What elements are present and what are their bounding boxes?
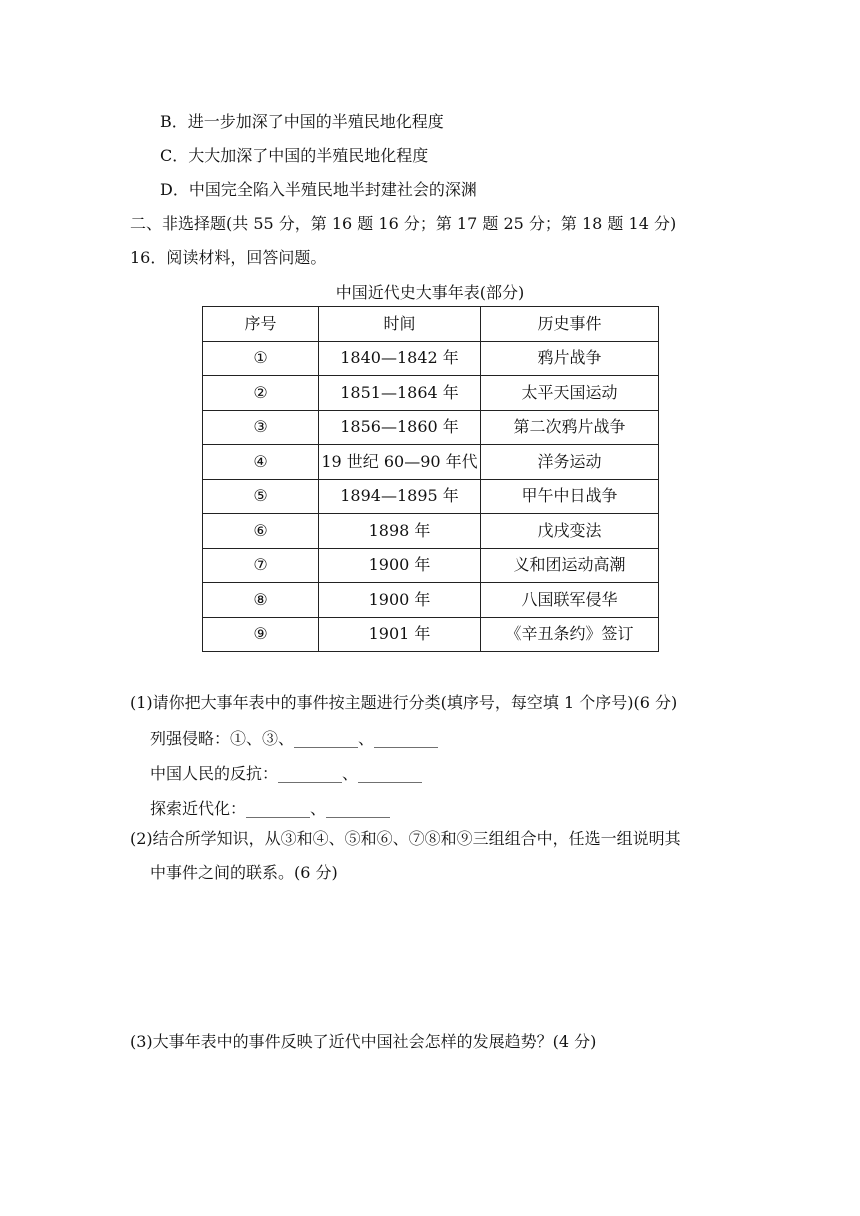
- cell-index: ④: [203, 445, 319, 480]
- cell-index: ⑤: [203, 479, 319, 514]
- cell-event: 太平天国运动: [481, 376, 659, 411]
- header-event: 历史事件: [481, 307, 659, 342]
- question-16-stem: 16．阅读材料，回答问题。: [130, 248, 327, 267]
- header-index: 序号: [203, 307, 319, 342]
- cell-event: 鸦片战争: [481, 341, 659, 376]
- answer-line-resistance: 中国人民的反抗：________、________: [150, 764, 423, 783]
- table-row: [203, 514, 659, 549]
- cell-index: ⑧: [203, 583, 319, 618]
- answer-line-invasion: 列强侵略：①、③、________、________: [150, 729, 439, 748]
- cell-index: ③: [203, 410, 319, 445]
- cell-event: 八国联军侵华: [481, 583, 659, 618]
- sub-question-2-line-1: (2)结合所学知识，从③和④、⑤和⑥、⑦⑧和⑨三组组合中，任选一组说明其: [130, 829, 681, 848]
- sub-question-1-prompt: (1)请你把大事年表中的事件按主题进行分类(填序号，每空填 1 个序号)(6 分): [130, 693, 678, 712]
- cell-event: 《辛丑条约》签订: [481, 617, 659, 652]
- section-header: 二、非选择题(共 55 分，第 16 题 16 分；第 17 题 25 分；第 18 题 14 分): [130, 214, 677, 233]
- cell-event: 第二次鸦片战争: [481, 410, 659, 445]
- cell-event: 洋务运动: [481, 445, 659, 480]
- table-row: [203, 617, 659, 652]
- cell-time: 1851—1864 年: [319, 376, 481, 411]
- cell-index: ⑨: [203, 617, 319, 652]
- cell-time: 1900 年: [319, 583, 481, 618]
- cell-time: 1901 年: [319, 617, 481, 652]
- option-b: B．进一步加深了中国的半殖民地化程度: [160, 112, 444, 131]
- table-row: [203, 341, 659, 376]
- table-row: [203, 376, 659, 411]
- option-c: C．大大加深了中国的半殖民地化程度: [160, 146, 429, 165]
- sub-question-2-line-2: 中事件之间的联系。(6 分): [150, 863, 338, 882]
- cell-time: 1898 年: [319, 514, 481, 549]
- cell-index: ①: [203, 341, 319, 376]
- option-d: D．中国完全陷入半殖民地半封建社会的深渊: [160, 180, 477, 199]
- table-row: [203, 410, 659, 445]
- table-title: 中国近代史大事年表(部分): [335, 283, 525, 302]
- cell-event: 甲午中日战争: [481, 479, 659, 514]
- cell-time: 1894—1895 年: [319, 479, 481, 514]
- cell-time: 1856—1860 年: [319, 410, 481, 445]
- cell-time: 1900 年: [319, 548, 481, 583]
- table-row: [203, 548, 659, 583]
- table-row: [203, 583, 659, 618]
- header-time: 时间: [319, 307, 481, 342]
- cell-index: ⑦: [203, 548, 319, 583]
- table-header-row: [203, 307, 659, 342]
- table-row: [203, 445, 659, 480]
- cell-event: 义和团运动高潮: [481, 548, 659, 583]
- table-row: [203, 479, 659, 514]
- cell-index: ⑥: [203, 514, 319, 549]
- answer-line-modernization: 探索近代化：________、________: [150, 799, 391, 818]
- sub-question-3: (3)大事年表中的事件反映了近代中国社会怎样的发展趋势？(4 分): [130, 1032, 597, 1051]
- cell-time: 1840—1842 年: [319, 341, 481, 376]
- cell-event: 戊戌变法: [481, 514, 659, 549]
- events-table: [202, 306, 659, 652]
- cell-time: 19 世纪 60—90 年代: [319, 445, 481, 480]
- cell-index: ②: [203, 376, 319, 411]
